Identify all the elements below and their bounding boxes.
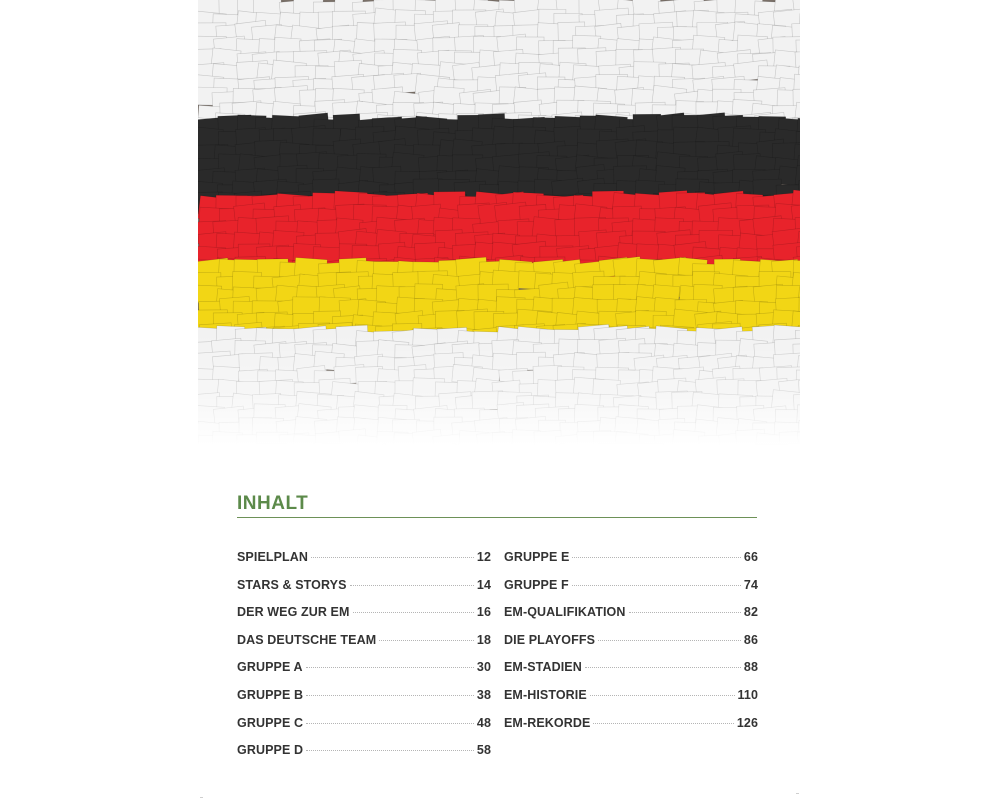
toc-divider — [237, 517, 757, 518]
toc-entry-page: 86 — [743, 632, 758, 647]
toc-entry-page: 16 — [476, 605, 491, 620]
toc-entry-label: DIE PLAYOFFS — [504, 632, 596, 647]
toc-entry-page: 88 — [743, 660, 758, 675]
toc-entry-page: 82 — [743, 605, 758, 620]
toc-entry-page: 14 — [476, 577, 491, 592]
toc-entry-label: GRUPPE F — [504, 577, 569, 592]
toc-entry-page: 12 — [476, 550, 491, 564]
dot-leader — [585, 667, 741, 668]
toc-entry-page: 18 — [476, 632, 491, 647]
toc-column-left — [237, 550, 491, 771]
toc-entry[interactable] — [504, 550, 758, 578]
toc-entry[interactable] — [237, 688, 491, 716]
toc-entry-page: 126 — [736, 715, 758, 730]
dot-leader — [590, 695, 735, 696]
toc-entry[interactable] — [237, 605, 491, 633]
hero-photo — [198, 0, 800, 445]
dot-leader — [306, 667, 474, 668]
dot-leader — [598, 640, 741, 641]
toc-title: INHALT — [237, 493, 309, 514]
dot-leader — [353, 612, 474, 613]
dot-leader — [350, 585, 474, 586]
toc-entry-page: 66 — [743, 550, 758, 564]
toc-entry[interactable] — [237, 716, 491, 744]
toc-entry-label: GRUPPE E — [504, 550, 570, 564]
dot-leader — [379, 640, 474, 641]
toc-entry[interactable] — [504, 688, 758, 716]
toc-entry[interactable] — [237, 550, 491, 578]
toc-entry-label: DER WEG ZUR EM — [237, 605, 350, 620]
toc-entry-label: EM-HISTORIE — [504, 687, 587, 702]
toc-entry[interactable] — [237, 660, 491, 688]
crop-mark — [796, 793, 799, 794]
toc-entry-page: 38 — [476, 687, 491, 702]
toc-entry[interactable] — [504, 605, 758, 633]
toc-entry[interactable] — [504, 633, 758, 661]
toc-entry-label: EM-QUALIFIKATION — [504, 605, 626, 620]
toc-entry-label: STARS & STORYS — [237, 577, 347, 592]
dot-leader — [572, 585, 741, 586]
toc-entry-page: 74 — [743, 577, 758, 592]
dot-leader — [306, 750, 474, 751]
toc-entry-label: GRUPPE A — [237, 660, 303, 675]
toc-entry-label: EM-REKORDE — [504, 715, 591, 730]
dot-leader — [311, 557, 474, 558]
dot-leader — [306, 695, 474, 696]
toc-entry-label: GRUPPE C — [237, 715, 304, 730]
toc-entry[interactable] — [237, 633, 491, 661]
toc-entry-label: SPIELPLAN — [237, 550, 309, 564]
toc-entry[interactable] — [237, 743, 491, 771]
toc-entry-label: DAS DEUTSCHE TEAM — [237, 632, 377, 647]
toc-entry-page: 58 — [476, 743, 491, 758]
dot-leader — [593, 723, 733, 724]
toc-entry[interactable] — [504, 716, 758, 744]
toc-entry[interactable] — [504, 578, 758, 606]
toc-entry-page: 48 — [476, 715, 491, 730]
toc-entry-label: GRUPPE B — [237, 687, 304, 702]
dot-leader — [572, 557, 740, 558]
toc-entry-page: 110 — [737, 687, 758, 702]
toc-entry-page: 30 — [476, 660, 491, 675]
toc-entry-label: GRUPPE D — [237, 743, 304, 758]
toc-entry[interactable] — [504, 660, 758, 688]
dot-leader — [306, 723, 474, 724]
toc-entry-label: EM-STADIEN — [504, 660, 582, 675]
toc-column-right — [504, 550, 758, 743]
crop-mark — [200, 797, 203, 798]
toc-entry[interactable] — [237, 578, 491, 606]
crowd-card-display-german-flag-photo — [198, 0, 800, 445]
dot-leader — [629, 612, 741, 613]
